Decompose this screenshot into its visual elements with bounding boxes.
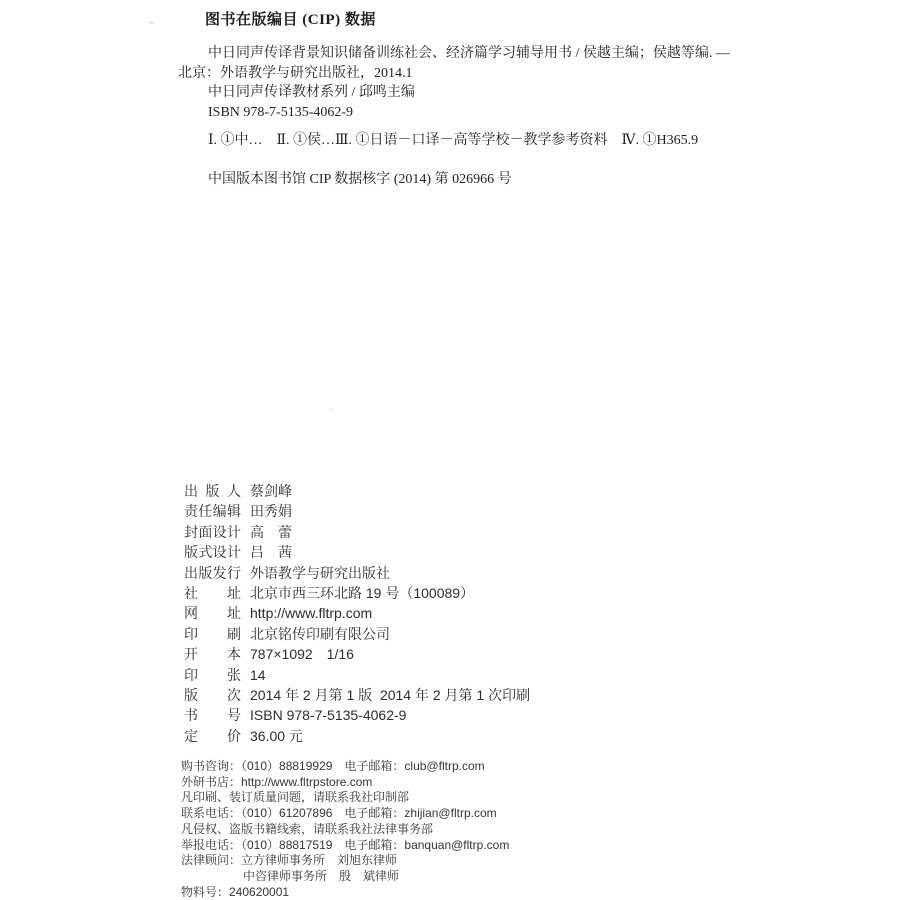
contact-line-legal-counsel-2: 中咨律师事务所 殷 斌律师 (243, 868, 400, 883)
colophon-row-price (184, 726, 530, 746)
colophon-label: 印张 (184, 666, 241, 683)
cip-header: 图书在版编目 (CIP) 数据 (205, 12, 376, 28)
colophon-value: 外语教学与研究出版社 (250, 564, 390, 581)
colophon-value: 北京市西三环北路 19 号（100089） (250, 585, 475, 602)
cip-isbn-line: ISBN 978-7-5135-4062-9 (208, 104, 354, 120)
cip-title-line: 中日同声传译背景知识储备训练社会、经济篇学习辅导用书 / 侯越主编；侯越等编. — (208, 46, 730, 61)
colophon-value: 787×1092 1/16 (250, 646, 354, 663)
colophon-row-sheets (184, 665, 530, 685)
colophon-value: 高 蕾 (250, 523, 292, 540)
colophon-row-publisher (184, 563, 530, 583)
colophon-row-printer (184, 624, 530, 644)
cip-classification: Ⅰ. ①中… Ⅱ. ①侯…Ⅲ. ①日语－口译－高等学校－教学参考资料 Ⅳ. ①H365.9 (208, 133, 699, 148)
colophon-value: 北京铭传印刷有限公司 (250, 625, 390, 642)
colophon-value: 田秀娟 (250, 503, 292, 520)
contact-line-phone: 联系电话：（010）61207896 电子邮箱：zhijian@fltrp.com (181, 806, 497, 821)
colophon-label: 定价 (184, 727, 241, 744)
colophon-row-cover-design (184, 522, 530, 542)
colophon-row-layout-design (184, 542, 530, 562)
colophon-row-format (184, 644, 530, 664)
colophon-row-editor (184, 501, 530, 521)
colophon-label: 开本 (184, 646, 241, 663)
colophon-label: 网址 (184, 605, 241, 622)
colophon-row-publisher-person (184, 481, 530, 501)
colophon-row-isbn (184, 705, 530, 725)
colophon-row-website (184, 603, 530, 623)
cip-registration-number: 中国版本图书馆 CIP 数据核字 (2014) 第 026966 号 (208, 172, 512, 187)
contact-line-bookstore: 外研书店：http://www.fltrpstore.com (181, 774, 373, 789)
colophon-row-address (184, 583, 530, 603)
contact-line-print-quality: 凡印刷、装订质量问题，请联系我社印制部 (181, 790, 410, 805)
contact-line-purchase: 购书咨询：（010）88819929 电子邮箱：club@fltrp.com (181, 759, 485, 773)
colophon-value: 蔡剑峰 (250, 483, 292, 499)
colophon-label: 印刷 (184, 625, 241, 642)
scan-artifact (329, 408, 334, 412)
colophon-value: ISBN 978-7-5135-4062-9 (250, 707, 407, 724)
cip-publisher-line: 北京：外语教学与研究出版社，2014.1 (178, 65, 413, 81)
colophon-label: 封面设计 (184, 523, 241, 540)
colophon-value: 14 (250, 666, 266, 683)
contact-line-report-phone: 举报电话：（010）88817519 电子邮箱：banquan@fltrp.com (181, 837, 510, 852)
scan-artifact (149, 21, 154, 24)
colophon-value: 2014 年 2 月第 1 版 2014 年 2 月第 1 次印刷 (250, 687, 531, 704)
colophon-label: 责任编辑 (184, 503, 241, 520)
colophon-label: 出版发行 (184, 564, 241, 581)
colophon-label: 版式设计 (184, 544, 241, 561)
cip-series-line: 中日同声传译教材系列 / 邱鸣主编 (208, 85, 415, 100)
contact-line-legal-counsel: 法律顾问：立方律师事务所 刘旭东律师 (181, 853, 398, 868)
material-number: 物料号：240620001 (181, 884, 290, 899)
colophon-label: 书号 (184, 707, 241, 724)
colophon-label: 版次 (184, 687, 241, 704)
colophon-row-edition (184, 685, 530, 705)
cip-record (178, 44, 778, 122)
contact-line-piracy: 凡侵权、盗版书籍线索，请联系我社法律事务部 (181, 821, 434, 836)
colophon-value: http://www.fltrp.com (250, 605, 373, 622)
contact-block (181, 759, 509, 900)
colophon-list (184, 481, 530, 746)
colophon-label: 社址 (184, 585, 241, 602)
colophon-value: 吕 茜 (250, 544, 292, 561)
colophon-value: 36.00 元 (250, 727, 303, 744)
colophon-label: 出版人 (184, 483, 241, 499)
